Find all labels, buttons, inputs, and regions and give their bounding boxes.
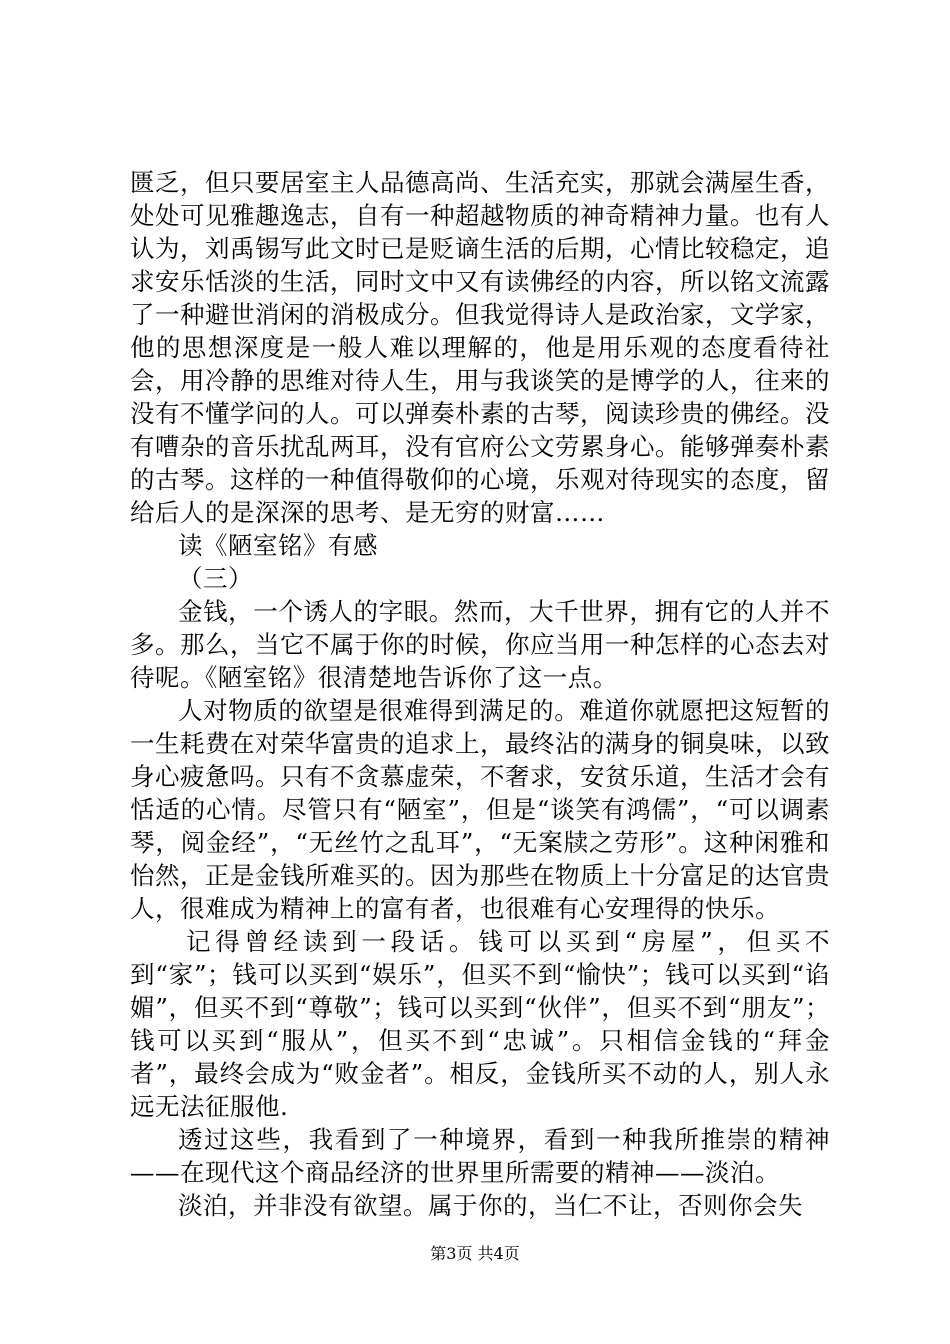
- section-number: （三）: [178, 564, 253, 593]
- body-paragraph-3: 人对物质的欲望是很难得到满足的。难道你就愿把这短暂的一生耗费在对荣华富贵的追求上，最终沾的满身的铜臭味，以致身心疲惫吗。只有不贪慕虚荣，不奢求，安贫乐道，生活才会有恬适的心情。尽管只有“陋室”，但是“谈笑有鸿儒”，“可以调素琴，阅金经”，“无丝竹之乱耳”，“无案牍之劳形”。这种闲雅和怡然，正是金钱所难买的。因为那些在物质上十分富足的达官贵人，很难成为精神上的富有者，也很难有心安理得的快乐。: [130, 696, 830, 923]
- body-paragraph-4: 记得曾经读到一段话。钱可以买到“房屋”，但买不到“家”；钱可以买到“娱乐”，但买不到“愉快”；钱可以买到“谄媚”，但买不到“尊敬”；钱可以买到“伙伴”，但买不到“朋友”；钱可以买到“服从”，但买不到“忠诚”。只相信金钱的“拜金者”，最终会成为“败金者”。相反，金钱所买不动的人，别人永远无法征服他.: [130, 927, 830, 1121]
- page-footer: 第3页 共4页: [430, 1244, 520, 1263]
- document-body: [130, 166, 830, 1222]
- article-title: 读《陋室铭》有感: [178, 531, 378, 560]
- body-paragraph-1: 匮乏，但只要居室主人品德高尚、生活充实，那就会满屋生香，处处可见雅趣逸志，自有一种超越物质的神奇精神力量。也有人认为，刘禹锡写此文时已是贬谪生活的后期，心情比较稳定，追求安乐恬淡的生活，同时文中又有读佛经的内容，所以铭文流露了一种避世消闲的消极成分。但我觉得诗人是政治家，文学家，他的思想深度是一般人难以理解的，他是用乐观的态度看待社会，用冷静的思维对待人生，用与我谈笑的是博学的人，往来的没有不懂学问的人。可以弹奏朴素的古琴，阅读珍贵的佛经。没有嘈杂的音乐扰乱两耳，没有官府公文劳累身心。能够弹奏朴素的古琴。这样的一种值得敬仰的心境，乐观对待现实的态度，留给后人的是深深的思考、是无穷的财富……: [130, 168, 830, 527]
- body-paragraph-6: 淡泊，并非没有欲望。属于你的，当仁不让，否则你会失: [178, 1191, 803, 1220]
- body-paragraph-5: 透过这些，我看到了一种境界，看到一种我所推崇的精神——在现代这个商品经济的世界里所需要的精神——淡泊。: [130, 1125, 830, 1187]
- body-paragraph-2: 金钱，一个诱人的字眼。然而，大千世界，拥有它的人并不多。那么，当它不属于你的时候，你应当用一种怎样的心态去对待呢。《陋室铭》很清楚地告诉你了这一点。: [130, 597, 830, 692]
